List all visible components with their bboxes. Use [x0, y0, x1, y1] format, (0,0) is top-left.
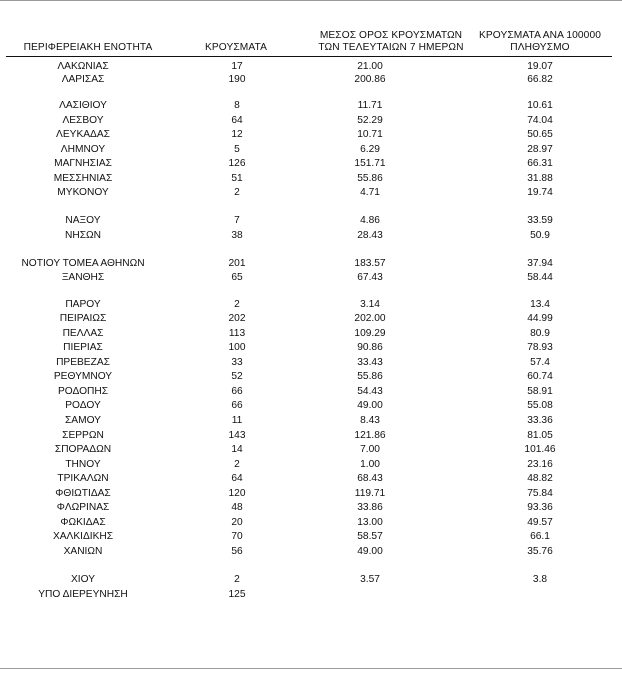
cell-avg-7-days: 6.29 — [360, 144, 380, 155]
cell-cases-per-100k: 23.16 — [527, 459, 553, 470]
cell-cases-per-100k: 50.9 — [530, 230, 550, 241]
cell-cases: 2 — [234, 459, 240, 470]
table-row — [0, 186, 622, 199]
cell-cases-per-100k: 35.76 — [527, 546, 553, 557]
cell-cases-per-100k: 31.88 — [527, 173, 553, 184]
cell-region: ΠΕΛΛΑΣ — [62, 328, 104, 339]
cell-cases: 56 — [231, 546, 243, 557]
cell-avg-7-days: 4.71 — [360, 187, 380, 198]
table-row — [0, 172, 622, 185]
cell-region: ΣΑΜΟΥ — [65, 415, 101, 426]
cell-cases: 48 — [231, 502, 243, 513]
table-row — [0, 356, 622, 369]
table-row — [0, 271, 622, 284]
cell-avg-7-days: 4.86 — [360, 215, 380, 226]
cell-cases-per-100k: 58.91 — [527, 386, 553, 397]
cell-cases: 66 — [231, 386, 243, 397]
cell-region: ΧΑΝΙΩΝ — [63, 546, 103, 557]
cell-cases: 7 — [234, 215, 240, 226]
cell-cases-per-100k: 55.08 — [527, 400, 553, 411]
cell-avg-7-days: 151.71 — [354, 158, 386, 169]
cell-cases-per-100k: 74.04 — [527, 115, 553, 126]
cell-region: ΣΠΟΡΑΔΩΝ — [54, 444, 112, 455]
cell-avg-7-days: 1.00 — [360, 459, 380, 470]
table-row — [0, 399, 622, 412]
cell-cases: 11 — [231, 415, 243, 426]
header-avg-7-days: ΜΕΣΟΣ ΟΡΟΣ ΚΡΟΥΣΜΑΤΩΝ ΤΩΝ ΤΕΛΕΥΤΑΙΩΝ 7 ΗΜΕΡΩΝ — [318, 30, 464, 53]
table-row — [0, 341, 622, 354]
cell-region: ΞΑΝΘΗΣ — [61, 272, 105, 283]
cell-cases: 126 — [228, 158, 246, 169]
bottom-divider — [0, 668, 622, 669]
cell-avg-7-days: 121.86 — [354, 430, 386, 441]
cell-region: ΧΑΛΚΙΔΙΚΗΣ — [52, 531, 114, 542]
cell-region: ΝΟΤΙΟΥ ΤΟΜΕΑ ΑΘΗΝΩΝ — [21, 258, 145, 269]
table-row — [0, 588, 622, 601]
cell-cases: 70 — [231, 531, 243, 542]
cell-cases: 64 — [231, 115, 243, 126]
table-row — [0, 573, 622, 586]
cell-cases-per-100k: 13.4 — [530, 299, 550, 310]
cell-cases: 2 — [234, 574, 240, 585]
cell-cases: 64 — [231, 473, 243, 484]
cell-cases: 2 — [234, 187, 240, 198]
cell-region: ΠΙΕΡΙΑΣ — [63, 342, 103, 353]
cell-cases-per-100k: 3.8 — [532, 574, 548, 585]
cell-cases: 2 — [234, 299, 240, 310]
cell-cases-per-100k: 37.94 — [527, 258, 553, 269]
cell-cases: 38 — [231, 230, 243, 241]
table-row — [0, 229, 622, 242]
header-region: ΠΕΡΙΦΕΡΕΙΑΚΗ ΕΝΟΤΗΤΑ — [23, 42, 153, 53]
cell-avg-7-days: 3.14 — [360, 299, 380, 310]
cell-avg-7-days: 13.00 — [357, 517, 383, 528]
table-row — [0, 545, 622, 558]
cell-cases: 33 — [231, 357, 243, 368]
cell-avg-7-days: 52.29 — [357, 115, 383, 126]
table-row — [0, 370, 622, 383]
cell-cases: 113 — [228, 328, 246, 339]
table-row — [0, 472, 622, 485]
cell-cases-per-100k: 80.9 — [530, 328, 550, 339]
cell-cases-per-100k: 60.74 — [527, 371, 553, 382]
cell-cases: 17 — [231, 61, 243, 72]
cell-avg-7-days: 55.86 — [357, 173, 383, 184]
cell-avg-7-days: 8.43 — [360, 415, 380, 426]
cell-region: ΠΡΕΒΕΖΑΣ — [56, 357, 110, 368]
header-underline — [6, 56, 612, 57]
table-row — [0, 327, 622, 340]
cell-cases-per-100k: 78.93 — [527, 342, 553, 353]
table-row — [0, 143, 622, 156]
table-row — [0, 114, 622, 127]
cell-avg-7-days: 55.86 — [357, 371, 383, 382]
cell-avg-7-days: 33.86 — [357, 502, 383, 513]
cell-region: ΛΑΡΙΣΑΣ — [61, 74, 105, 85]
cell-cases: 5 — [234, 144, 240, 155]
table-row — [0, 60, 622, 73]
cell-cases: 125 — [228, 589, 246, 600]
cell-cases: 65 — [231, 272, 243, 283]
cell-cases: 8 — [234, 100, 240, 111]
cell-cases-per-100k: 58.44 — [527, 272, 553, 283]
cell-region: ΛΗΜΝΟΥ — [60, 144, 106, 155]
cell-cases-per-100k: 10.61 — [527, 100, 553, 111]
header-cases: ΚΡΟΥΣΜΑΤΑ — [205, 42, 267, 53]
cell-cases-per-100k: 33.36 — [527, 415, 553, 426]
table-row — [0, 458, 622, 471]
cell-cases-per-100k: 19.74 — [527, 187, 553, 198]
cell-avg-7-days: 54.43 — [357, 386, 383, 397]
cell-region: ΜΑΓΝΗΣΙΑΣ — [54, 158, 112, 169]
cell-cases: 20 — [231, 517, 243, 528]
cell-cases-per-100k: 81.05 — [527, 430, 553, 441]
cell-avg-7-days: 11.71 — [357, 100, 383, 111]
cell-cases-per-100k: 57.4 — [530, 357, 550, 368]
cell-avg-7-days: 58.57 — [357, 531, 383, 542]
cell-region: ΧΙΟΥ — [70, 574, 96, 585]
cell-cases-per-100k: 44.99 — [527, 313, 553, 324]
cell-cases-per-100k: 66.1 — [530, 531, 550, 542]
cell-avg-7-days: 68.43 — [357, 473, 383, 484]
cell-region: ΛΕΥΚΑΔΑΣ — [56, 129, 110, 140]
table-row — [0, 414, 622, 427]
cell-region: ΝΑΞΟΥ — [65, 215, 101, 226]
cell-region: ΛΑΚΩΝΙΑΣ — [57, 61, 109, 72]
cell-avg-7-days: 3.57 — [360, 574, 380, 585]
cell-cases-per-100k: 50.65 — [527, 129, 553, 140]
cell-region: ΛΕΣΒΟΥ — [62, 115, 104, 126]
cell-cases: 66 — [231, 400, 243, 411]
cell-cases: 143 — [228, 430, 246, 441]
cell-cases-per-100k: 28.97 — [527, 144, 553, 155]
table-row — [0, 501, 622, 514]
cell-region: ΦΛΩΡΙΝΑΣ — [56, 502, 110, 513]
table-header — [0, 0, 622, 57]
table-row — [0, 530, 622, 543]
cell-cases: 51 — [231, 173, 243, 184]
cell-region: ΣΕΡΡΩΝ — [62, 430, 104, 441]
cell-cases: 202 — [228, 313, 246, 324]
cell-cases: 14 — [231, 444, 243, 455]
cell-avg-7-days: 33.43 — [357, 357, 383, 368]
cell-cases: 100 — [228, 342, 246, 353]
cell-avg-7-days: 28.43 — [357, 230, 383, 241]
header-cases-per-100k: ΚΡΟΥΣΜΑΤΑ ΑΝΑ 100000 ΠΛΗΘΥΣΜΟ — [479, 30, 601, 53]
cell-cases-per-100k: 48.82 — [527, 473, 553, 484]
table-row — [0, 429, 622, 442]
cell-cases: 52 — [231, 371, 243, 382]
cell-cases-per-100k: 19.07 — [527, 61, 553, 72]
cell-region: ΦΩΚΙΔΑΣ — [60, 517, 106, 528]
cell-avg-7-days: 49.00 — [357, 400, 383, 411]
cell-cases: 12 — [231, 129, 243, 140]
cell-avg-7-days: 21.00 — [357, 61, 383, 72]
cell-avg-7-days: 10.71 — [357, 129, 383, 140]
table-row — [0, 385, 622, 398]
table-row — [0, 312, 622, 325]
cell-region: ΠΑΡΟΥ — [65, 299, 101, 310]
table-row — [0, 73, 622, 86]
cell-region: ΡΟΔΟΥ — [65, 400, 101, 411]
table-row — [0, 128, 622, 141]
cell-region: ΝΗΣΩΝ — [65, 230, 101, 241]
cell-region: ΤΡΙΚΑΛΩΝ — [57, 473, 109, 484]
cell-cases: 190 — [228, 74, 246, 85]
table-row — [0, 298, 622, 311]
cell-avg-7-days: 109.29 — [354, 328, 386, 339]
cell-region: ΦΘΙΩΤΙΔΑΣ — [55, 488, 111, 499]
cell-avg-7-days: 49.00 — [357, 546, 383, 557]
cell-region: ΛΑΣΙΘΙΟΥ — [59, 100, 107, 111]
table-row — [0, 487, 622, 500]
cell-region: ΥΠΟ ΔΙΕΡΕΥΝΗΣΗ — [38, 589, 128, 600]
cell-cases-per-100k: 66.31 — [527, 158, 553, 169]
cell-cases: 201 — [228, 258, 246, 269]
cell-avg-7-days: 202.00 — [354, 313, 386, 324]
cell-region: ΜΥΚΟΝΟΥ — [57, 187, 109, 198]
cell-cases-per-100k: 33.59 — [527, 215, 553, 226]
cell-cases-per-100k: 49.57 — [527, 517, 553, 528]
table-row — [0, 516, 622, 529]
cell-cases-per-100k: 75.84 — [527, 488, 553, 499]
cell-region: ΠΕΙΡΑΙΩΣ — [59, 313, 107, 324]
cell-region: ΜΕΣΣΗΝΙΑΣ — [53, 173, 113, 184]
table-row — [0, 443, 622, 456]
cell-region: ΡΕΘΥΜΝΟΥ — [53, 371, 113, 382]
cell-avg-7-days: 183.57 — [354, 258, 386, 269]
cell-avg-7-days: 119.71 — [354, 488, 386, 499]
table-row — [0, 99, 622, 112]
cell-cases: 120 — [228, 488, 246, 499]
cell-cases-per-100k: 66.82 — [527, 74, 553, 85]
table-row — [0, 257, 622, 270]
cell-avg-7-days: 200.86 — [354, 74, 386, 85]
cell-avg-7-days: 67.43 — [357, 272, 383, 283]
table-row — [0, 214, 622, 227]
cell-cases-per-100k: 101.46 — [524, 444, 556, 455]
table-row — [0, 157, 622, 170]
cell-avg-7-days: 90.86 — [357, 342, 383, 353]
cell-cases-per-100k: 93.36 — [527, 502, 553, 513]
cell-region: ΡΟΔΟΠΗΣ — [57, 386, 109, 397]
cell-avg-7-days: 7.00 — [360, 444, 380, 455]
cell-region: ΤΗΝΟΥ — [65, 459, 101, 470]
